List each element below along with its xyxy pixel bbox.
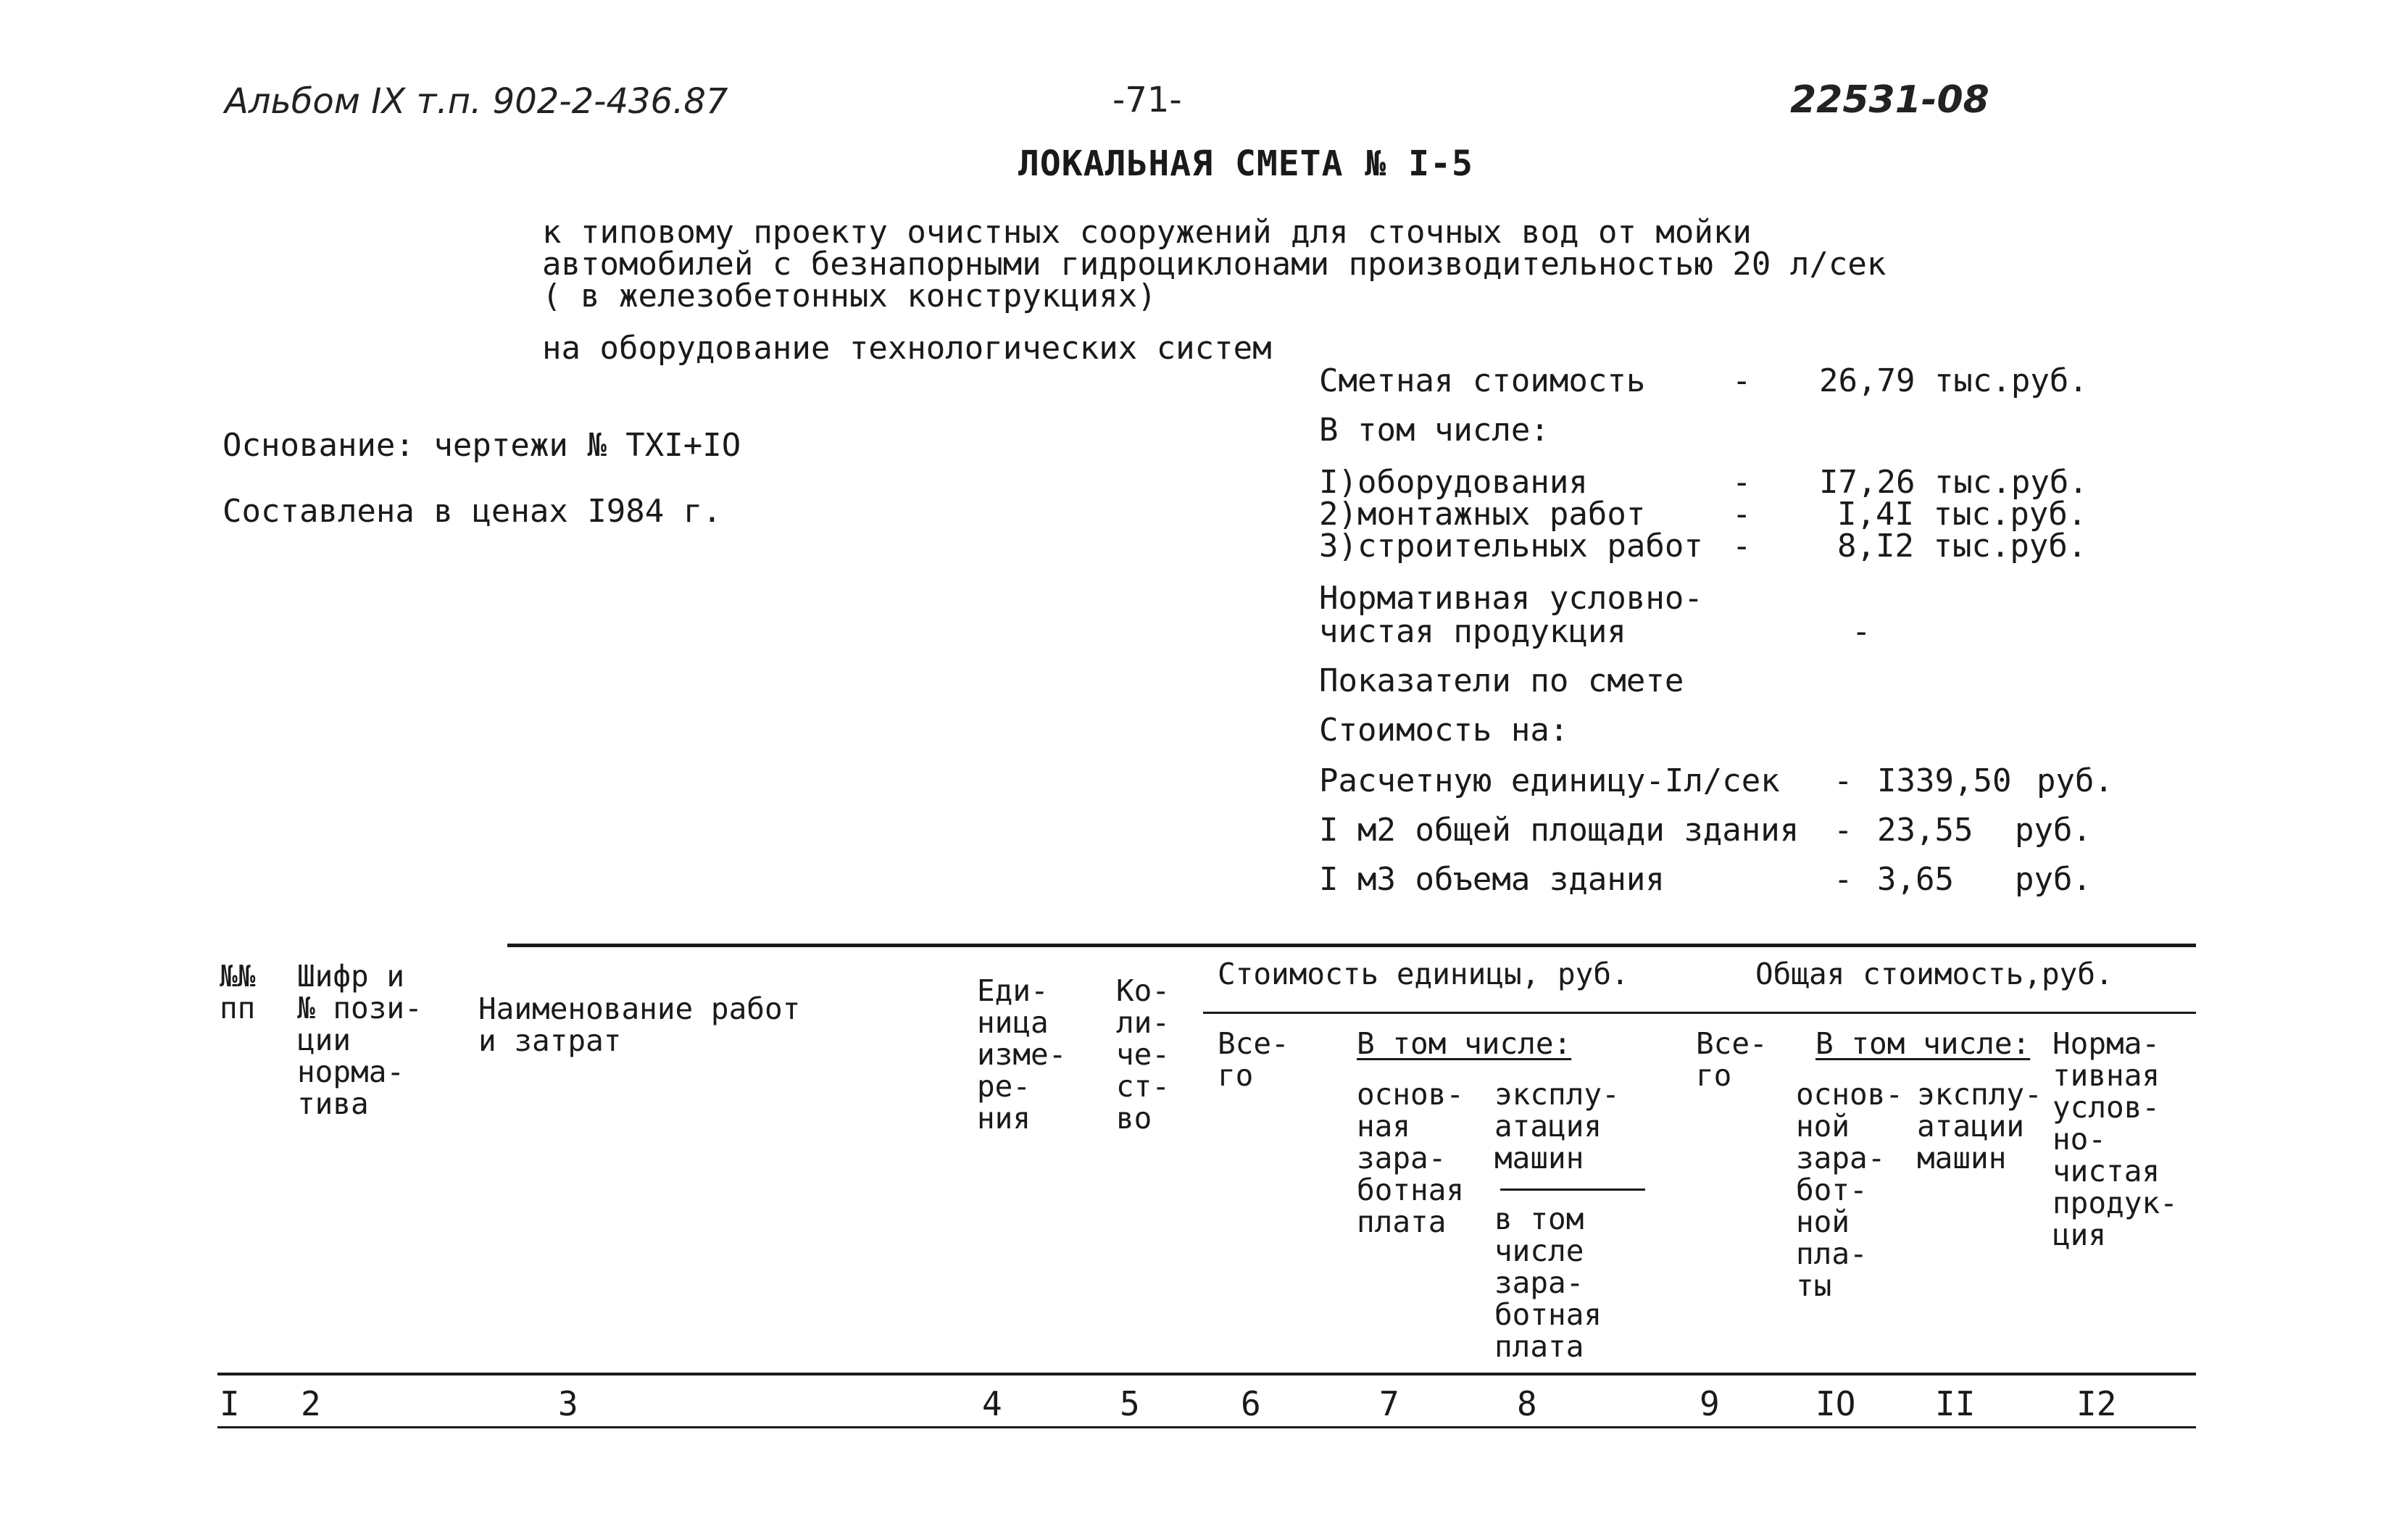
per-m2-unit: руб. bbox=[2015, 812, 2092, 849]
normative-product-header: Норма- тивная услов- но- чистая продук- ция bbox=[2052, 1026, 2178, 1252]
unit-including-header: В том числе: bbox=[1357, 1026, 1572, 1061]
total-including-header: В том числе: bbox=[1815, 1026, 2031, 1061]
per-m3-value: 3,65 bbox=[1877, 861, 1954, 898]
per-m3-label: I м3 объема здания bbox=[1319, 861, 1665, 898]
column-number-4: 4 bbox=[982, 1384, 1002, 1423]
normative-label-2: чистая продукция bbox=[1319, 613, 1626, 650]
per-unit-unit: руб. bbox=[2037, 762, 2113, 799]
equipment-dash: - bbox=[1732, 464, 1752, 501]
col-number-header: №№ пп bbox=[220, 959, 256, 1025]
per-m2-value: 23,55 bbox=[1877, 812, 1973, 849]
column-number-8: 8 bbox=[1517, 1384, 1537, 1423]
installation-value: I,4I тыс.руб. bbox=[1837, 496, 2087, 533]
total-salary-header: основ- ной зара- бот- ной пла- ты bbox=[1796, 1077, 1904, 1303]
summary-cost-per: Стоимость на: bbox=[1319, 712, 1569, 749]
column-number-9: 9 bbox=[1700, 1384, 1720, 1423]
column-number-1: I bbox=[220, 1384, 240, 1423]
column-number-7: 7 bbox=[1379, 1384, 1399, 1423]
total-machine-header: эксплу- атации машин bbox=[1917, 1077, 2042, 1175]
unit-cost-group-header: Стоимость единицы, руб. bbox=[1218, 957, 1629, 991]
col-name-header: Наименование работ и затрат bbox=[478, 991, 801, 1058]
construction-dash: - bbox=[1732, 528, 1752, 565]
construction-label: 3)строительных работ bbox=[1319, 528, 1703, 565]
column-number-2: 2 bbox=[301, 1384, 321, 1423]
total-total-header: Все- го bbox=[1696, 1026, 1768, 1093]
summary-normative-line-1: Нормативная условно- bbox=[1319, 580, 1703, 617]
column-number-10: IO bbox=[1815, 1384, 1856, 1423]
column-number-3: 3 bbox=[558, 1384, 578, 1423]
per-m3-unit: руб. bbox=[2015, 861, 2092, 898]
col-unit-header: Еди- ница изме- ре- ния bbox=[977, 973, 1067, 1136]
normative-dash: - bbox=[1852, 613, 1871, 650]
column-number-12: I2 bbox=[2076, 1384, 2117, 1423]
summary-including: В том числе: bbox=[1319, 412, 1550, 449]
subtitle-line-2: автомобилей с безнапорными гидроциклонами производительностью 20 л/сек bbox=[542, 246, 1887, 283]
estimated-cost-value: 26,79 тыс.руб. bbox=[1819, 362, 2088, 399]
per-m3-dash: - bbox=[1834, 861, 1853, 898]
album-reference: Альбом IX т.п. 902-2-436.87 bbox=[225, 81, 728, 122]
total-cost-group-header: Общая стоимость,руб. bbox=[1755, 957, 2113, 991]
machine-subgroup-rule bbox=[1500, 1189, 1645, 1191]
page-number: -71- bbox=[1112, 80, 1182, 120]
subtitle-line-4: на оборудование технологических систем bbox=[542, 330, 1272, 367]
equipment-label: I)оборудования bbox=[1319, 464, 1588, 501]
summary-indicators: Показатели по смете bbox=[1319, 662, 1684, 699]
estimated-cost-dash: - bbox=[1732, 362, 1752, 399]
unit-machine-header: эксплу- атация машин bbox=[1494, 1077, 1620, 1175]
unit-total-header: Все- го bbox=[1218, 1026, 1289, 1093]
equipment-value: I7,26 тыс.руб. bbox=[1819, 464, 2088, 501]
installation-label: 2)монтажных работ bbox=[1319, 496, 1646, 533]
per-unit-dash: - bbox=[1834, 762, 1853, 799]
column-number-5: 5 bbox=[1120, 1384, 1140, 1423]
basis-drawings: Основание: чертежи № ТХI+IO bbox=[222, 427, 741, 464]
cost-group-rule bbox=[1203, 1012, 2196, 1014]
document-code: 22531-08 bbox=[1790, 78, 1989, 122]
unit-salary-header: основ- ная зара- ботная плата bbox=[1357, 1077, 1465, 1239]
installation-dash: - bbox=[1732, 496, 1752, 533]
construction-value: 8,I2 тыс.руб. bbox=[1837, 528, 2087, 565]
header-bottom-rule bbox=[217, 1373, 2196, 1375]
column-number-rule bbox=[217, 1426, 2196, 1428]
document-title: ЛОКАЛЬНАЯ СМЕТА № I-5 bbox=[1018, 143, 1473, 184]
column-number-11: II bbox=[1935, 1384, 1976, 1423]
subtitle-line-3: ( в железобетонных конструкциях) bbox=[542, 278, 1157, 315]
per-m2-dash: - bbox=[1834, 812, 1853, 849]
estimated-cost-label: Сметная стоимость bbox=[1319, 362, 1646, 399]
basis-prices: Составлена в ценах I984 г. bbox=[222, 493, 722, 530]
column-number-6: 6 bbox=[1241, 1384, 1261, 1423]
per-m2-label: I м2 общей площади здания bbox=[1319, 812, 1800, 849]
table-top-rule bbox=[507, 944, 2196, 947]
subtitle-line-1: к типовому проекту очистных сооружений для сточных вод от мойки bbox=[542, 214, 1752, 251]
col-code-header: Шифр и № пози- ции норма- тива bbox=[297, 959, 423, 1121]
col-quantity-header: Ко- ли- че- ст- во bbox=[1116, 973, 1170, 1136]
unit-machine-salary-header: в том числе зара- ботная плата bbox=[1494, 1202, 1602, 1364]
per-unit-label: Расчетную единицу-Iл/сек bbox=[1319, 762, 1780, 799]
per-unit-value: I339,50 bbox=[1877, 762, 2012, 799]
